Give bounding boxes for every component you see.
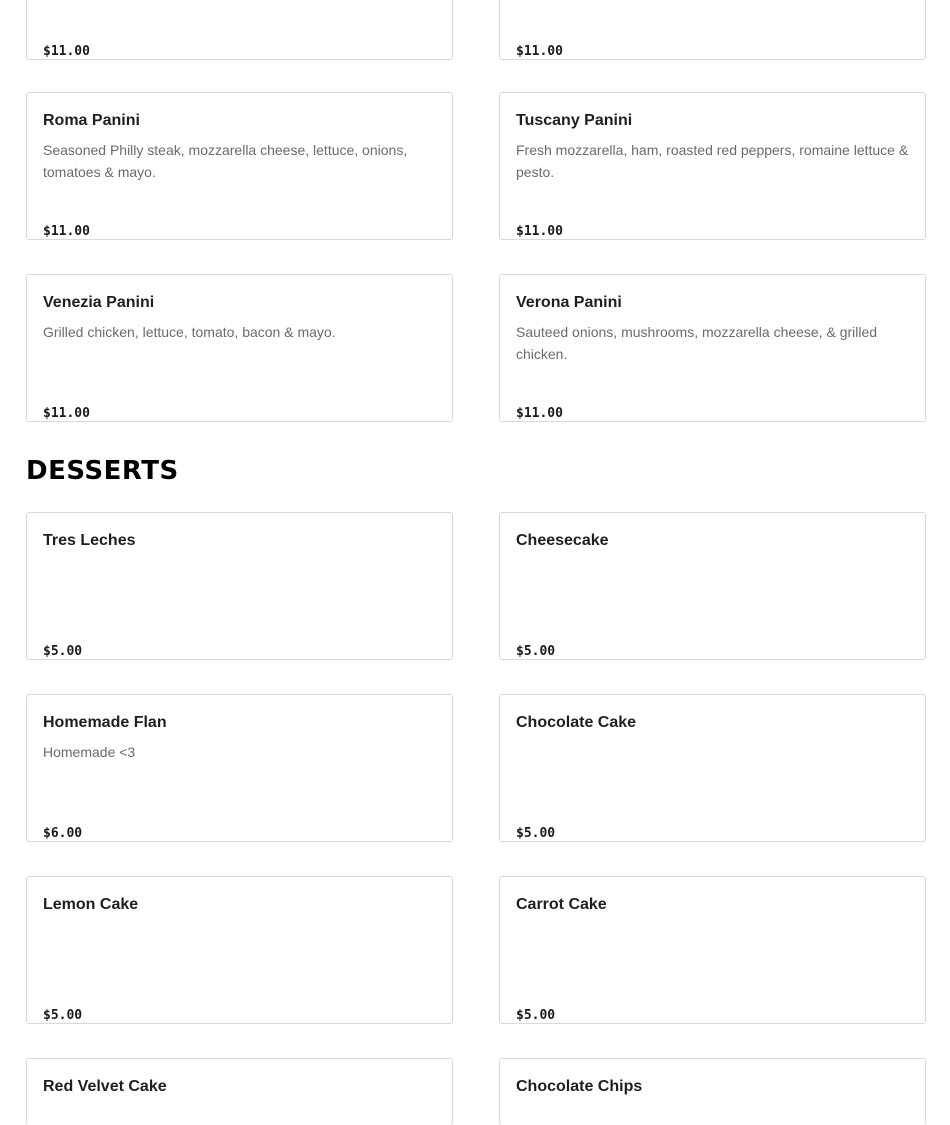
menu-item-price: $5.00 (516, 644, 556, 659)
menu-item-price: $5.00 (516, 1008, 556, 1023)
menu-item-card[interactable] (499, 1058, 926, 1125)
menu-item-name: Verona Panini (516, 294, 622, 311)
menu-item-description: Seasoned Philly steak, mozzarella cheese, lettuce, onions, tomatoes & mayo. (43, 142, 408, 180)
menu-item-name: Chocolate Chips (516, 1078, 643, 1095)
section-title-desserts: DESSERTS (26, 456, 179, 486)
menu-item-name: Tuscany Panini (516, 112, 633, 129)
menu-item-card[interactable] (26, 694, 453, 842)
menu-item-description: Fresh mozzarella, ham, roasted red peppers, romaine lettuce & pesto. (516, 142, 909, 180)
menu-item-price: $5.00 (43, 1008, 83, 1023)
menu-item-card[interactable] (499, 512, 926, 660)
menu-item-card[interactable] (26, 0, 453, 60)
menu-item-price: $5.00 (516, 826, 556, 841)
menu-item-description: Homemade <3 (43, 744, 136, 760)
menu-item-name: Carrot Cake (516, 896, 607, 913)
menu-item-name: Roma Panini (43, 112, 140, 129)
menu-item-price: $11.00 (43, 44, 90, 59)
menu-item-description: Sauteed onions, mushrooms, mozzarella cheese, & grilled chicken. (516, 324, 878, 362)
menu-item-price: $11.00 (516, 224, 563, 239)
menu-item-price: $11.00 (516, 406, 563, 421)
menu-item-card[interactable] (499, 0, 926, 60)
menu-item-card[interactable] (499, 92, 926, 240)
menu-item-name: Lemon Cake (43, 896, 139, 913)
menu-item-name: Red Velvet Cake (43, 1078, 167, 1095)
menu-item-card[interactable] (26, 876, 453, 1024)
menu-item-card[interactable] (499, 876, 926, 1024)
menu-item-name: Tres Leches (43, 532, 136, 549)
menu-item-price: $5.00 (43, 644, 83, 659)
menu-item-card[interactable] (499, 694, 926, 842)
menu-item-price: $11.00 (516, 44, 563, 59)
menu-item-description: Grilled chicken, lettuce, tomato, bacon & mayo. (43, 324, 336, 340)
menu-item-name: Cheesecake (516, 532, 609, 549)
menu-item-name: Homemade Flan (43, 714, 167, 731)
menu-item-card[interactable] (499, 274, 926, 422)
menu-item-card[interactable] (26, 92, 453, 240)
menu-item-name: Chocolate Cake (516, 714, 637, 731)
menu-item-card[interactable] (26, 512, 453, 660)
menu-item-card[interactable] (26, 274, 453, 422)
menu-item-card[interactable] (26, 1058, 453, 1125)
menu-item-price: $11.00 (43, 224, 90, 239)
menu-item-name: Venezia Panini (43, 294, 155, 311)
menu-item-price: $11.00 (43, 406, 90, 421)
menu-item-price: $6.00 (43, 826, 83, 841)
